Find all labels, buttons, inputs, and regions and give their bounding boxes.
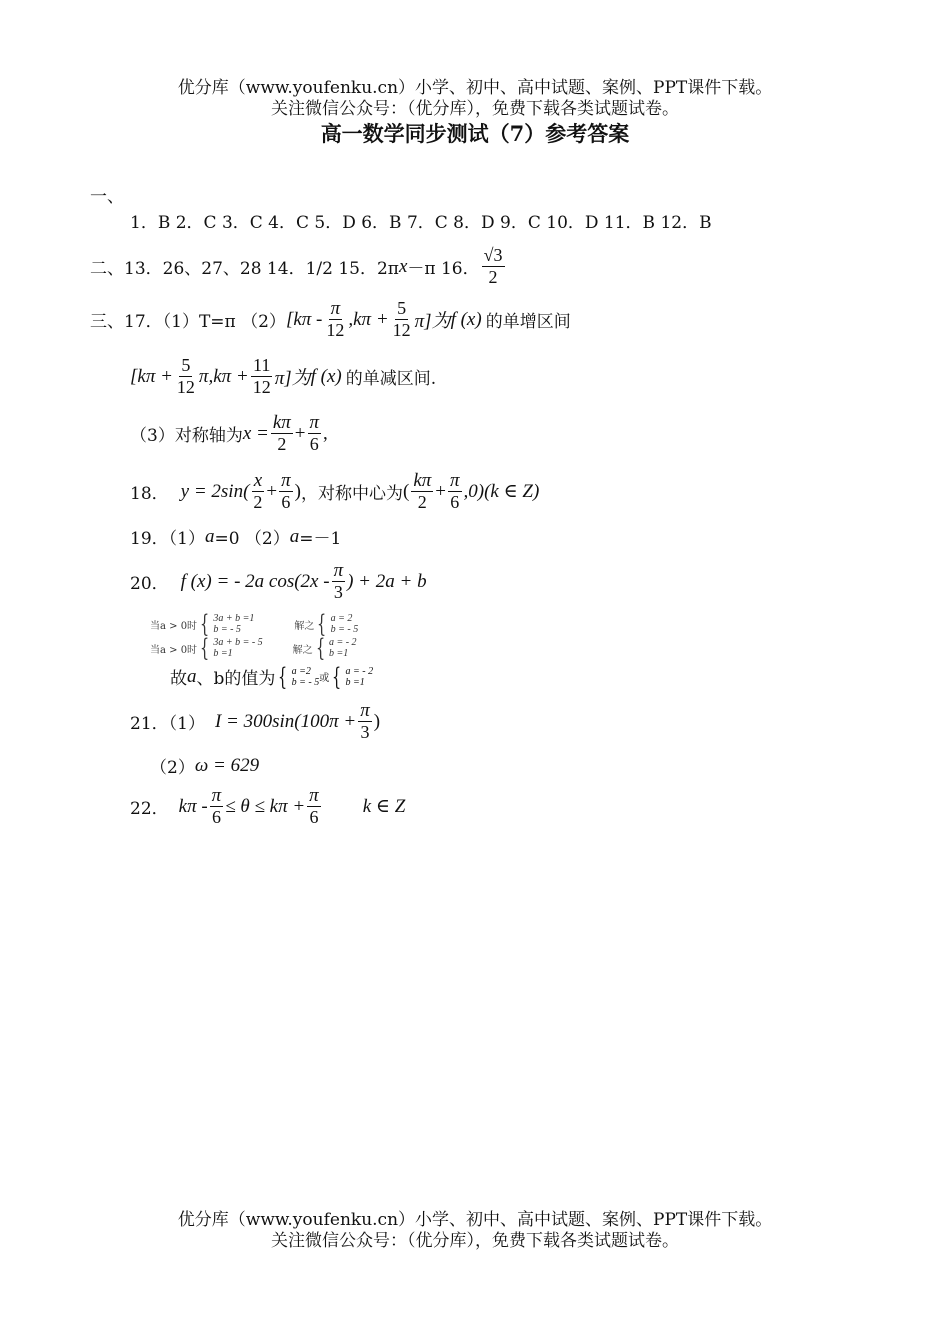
q19-line bbox=[130, 524, 341, 549]
q16-numerator: √3 bbox=[483, 245, 503, 265]
q20-answer-1-b: b = - 5 bbox=[291, 676, 320, 688]
brace-icon: { bbox=[332, 662, 342, 691]
q22-frac-2 bbox=[307, 785, 321, 828]
q17-frac-num: 11 bbox=[253, 355, 271, 375]
q17-axis-plus: + bbox=[294, 422, 306, 444]
q16-fraction bbox=[482, 245, 505, 288]
q18-center-text: ，对称中心为 bbox=[300, 484, 403, 504]
q22-start: kπ - bbox=[178, 795, 208, 817]
q20-label: 20． bbox=[130, 574, 169, 594]
q17-line-1 bbox=[90, 298, 571, 341]
q17-axis-x: x = bbox=[242, 422, 269, 444]
q22-frac-den: 6 bbox=[309, 807, 319, 827]
q19-a1: a bbox=[204, 525, 215, 547]
q21-omega: ω = 629 bbox=[194, 754, 260, 776]
brace-icon: { bbox=[200, 610, 210, 638]
q18-open: ( bbox=[402, 480, 410, 502]
section-1-label: 一、 bbox=[90, 187, 124, 207]
section-2-text: 二、13．26、27、28 14．1/2 15．2π bbox=[90, 259, 399, 279]
q17-dec-text: 的单减区间. bbox=[345, 369, 437, 389]
q18-line bbox=[130, 470, 539, 513]
brace-icon: { bbox=[278, 662, 288, 691]
q19-v1: =0 （2） bbox=[214, 529, 290, 549]
q18-expr-start: y = 2sin( bbox=[180, 480, 250, 502]
q21-close: ) bbox=[373, 710, 381, 732]
q17-fx: f (x) bbox=[450, 308, 482, 330]
q17-line-2 bbox=[130, 355, 436, 398]
q21-expr-start: I = 300sin(100π + bbox=[214, 710, 357, 732]
q17-axis-line bbox=[130, 412, 328, 455]
q18-frac-x-2 bbox=[251, 470, 264, 513]
q18-frac-num: π bbox=[449, 470, 460, 491]
brace-icon: { bbox=[317, 610, 327, 638]
q18-frac-den: 2 bbox=[253, 492, 263, 512]
q17-fx-2: f (x) bbox=[310, 365, 342, 387]
q17-label: 三、17．（1）T=π （2） bbox=[90, 312, 286, 332]
q22-tail: k ∈ Z bbox=[362, 796, 406, 817]
q20-case1-system bbox=[197, 612, 254, 636]
page-footer bbox=[0, 1210, 950, 1252]
q20-frac-pi-3 bbox=[332, 560, 346, 603]
q17-dec-open: [kπ + bbox=[130, 365, 173, 387]
q17-dec-mid: π,kπ + bbox=[198, 365, 249, 387]
q22-frac-den: 6 bbox=[211, 807, 221, 827]
q18-tail: ,0)(k ∈ Z) bbox=[463, 481, 540, 502]
q18-frac-num: kπ bbox=[413, 470, 432, 491]
q18-label: 18． bbox=[130, 484, 169, 504]
q20-answer-1-a: a =2 bbox=[291, 665, 311, 677]
q20-case1-sol2: b = - 5 bbox=[330, 624, 359, 635]
q17-frac-num: kπ bbox=[272, 412, 291, 433]
q20-expr-end: ) + 2a + b bbox=[347, 570, 427, 592]
q19-a2: a bbox=[289, 525, 300, 547]
q17-frac-5-12 bbox=[391, 298, 413, 341]
q17-frac-num: π bbox=[309, 412, 320, 433]
q20-answer-2-a: a = - 2 bbox=[345, 665, 374, 677]
q17-frac-den: 2 bbox=[277, 434, 287, 454]
page-title: 高一数学同步测试（7）参考答案 bbox=[320, 121, 630, 146]
q20-case2-eq2: b =1 bbox=[213, 648, 233, 659]
q22-mid: ≤ θ ≤ kπ + bbox=[225, 795, 306, 817]
section-2-rest: －π 16． bbox=[407, 259, 480, 279]
q20-case1-eq1: 3a + b =1 bbox=[213, 613, 255, 624]
q17-axis-label: （3）对称轴为 bbox=[130, 426, 243, 446]
q20-line bbox=[130, 560, 427, 603]
q17-frac-den: 12 bbox=[326, 320, 345, 340]
q21-label: 21．（1） bbox=[130, 714, 205, 734]
q20-answer-2 bbox=[329, 662, 374, 691]
q17-dec-close: π]为 bbox=[274, 368, 311, 389]
q21-part-2 bbox=[150, 753, 259, 778]
header-line-2: 关注微信公众号：（优分库），免费下载各类试题试卷。 bbox=[271, 99, 679, 119]
q20-case1-solution bbox=[314, 612, 358, 636]
section-1-answers: 1．B 2．C 3．C 4．C 5．D 6．B 7．C 8．D 9．C 10．D 11．B 12．B bbox=[130, 213, 712, 233]
q16-denominator: 2 bbox=[488, 267, 498, 287]
q20-case1-eq2: b = - 5 bbox=[213, 624, 241, 635]
brace-icon: { bbox=[200, 634, 210, 662]
q22-line bbox=[130, 785, 405, 828]
q20-case-1 bbox=[150, 612, 358, 636]
q21-frac-num: π bbox=[360, 700, 370, 721]
header-line-1: 优分库（www.youfenku.cn）小学、初中、高中试题、案例、PPT课件下载。 bbox=[177, 78, 773, 98]
q17-frac-den: 12 bbox=[252, 377, 271, 397]
q18-frac-den: 2 bbox=[417, 492, 427, 512]
q17-frac-num: 5 bbox=[181, 355, 191, 375]
q20-conclusion-a: a bbox=[187, 665, 197, 687]
q20-expr-start: f (x) = - 2a cos(2x - bbox=[180, 570, 330, 592]
q20-case-2 bbox=[150, 636, 357, 660]
q20-conclusion-pre: 故 bbox=[170, 669, 187, 689]
section-2-line bbox=[90, 245, 507, 288]
q20-case2-system bbox=[197, 636, 263, 660]
q18-frac-kpi-2 bbox=[411, 470, 433, 513]
q20-or: 或 bbox=[319, 673, 330, 684]
q18-frac-pi-6 bbox=[279, 470, 293, 513]
q18-frac-den: 6 bbox=[281, 492, 291, 512]
q19-label: 19．（1） bbox=[130, 529, 205, 549]
q19-v2: =－1 bbox=[299, 529, 342, 549]
q21-part2-label: （2） bbox=[150, 758, 195, 778]
q20-case2-sol1: a = - 2 bbox=[328, 637, 357, 648]
q22-frac-num: π bbox=[309, 785, 319, 806]
q17-inc-text: 的单增区间 bbox=[485, 312, 571, 332]
q20-case2-cond: 当a > 0时 bbox=[150, 644, 198, 656]
q20-case2-eq1: 3a + b = - 5 bbox=[213, 637, 263, 648]
q17-inc-close: π]为 bbox=[414, 311, 451, 332]
q21-line bbox=[130, 700, 380, 743]
q20-answer-2-b: b =1 bbox=[345, 676, 365, 688]
q17-frac-num: π bbox=[330, 298, 341, 319]
q17-frac-pi-12 bbox=[324, 298, 346, 341]
q18-frac-pi-6b bbox=[448, 470, 462, 513]
q21-frac-pi-3 bbox=[358, 700, 372, 743]
q20-frac-num: π bbox=[333, 560, 344, 581]
q18-plus: + bbox=[266, 480, 278, 502]
q17-frac-den: 6 bbox=[309, 434, 319, 454]
q22-frac-1 bbox=[210, 785, 224, 828]
q17-frac-den: 12 bbox=[176, 377, 195, 397]
q18-frac-num: π bbox=[281, 470, 291, 491]
q20-case2-sol: 解之 bbox=[292, 644, 313, 656]
q18-close: ) bbox=[294, 480, 301, 502]
q20-case2-solution bbox=[313, 636, 357, 660]
q17-frac-num: 5 bbox=[397, 298, 407, 318]
q20-case1-sol1: a = 2 bbox=[330, 613, 353, 624]
q20-frac-den: 3 bbox=[333, 582, 343, 602]
section-2-x: x bbox=[398, 255, 408, 277]
q20-conclusion bbox=[170, 664, 373, 689]
q17-inc-mid: ,kπ + bbox=[348, 308, 389, 330]
q20-case2-sol2: b =1 bbox=[328, 648, 349, 659]
q18-plus-2: + bbox=[435, 480, 446, 502]
q22-frac-num: π bbox=[211, 785, 222, 806]
q17-axis-frac-1 bbox=[271, 412, 293, 455]
q18-frac-den: 6 bbox=[450, 492, 460, 512]
q21-frac-den: 3 bbox=[360, 722, 370, 742]
q17-frac-5-12b bbox=[175, 355, 197, 398]
q17-axis-frac-2 bbox=[308, 412, 322, 455]
footer-line-1: 优分库（www.youfenku.cn）小学、初中、高中试题、案例、PPT课件下载。 bbox=[177, 1210, 773, 1230]
q20-case1-cond: 当a > 0时 bbox=[150, 620, 198, 632]
page-header bbox=[0, 78, 950, 120]
q20-answer-1 bbox=[275, 662, 320, 691]
q20-conclusion-mid: 、b的值为 bbox=[196, 669, 276, 689]
q18-frac-num: x bbox=[253, 470, 263, 491]
q17-inc-open: [kπ - bbox=[285, 308, 323, 330]
q17-frac-den: 12 bbox=[392, 320, 411, 340]
brace-icon: { bbox=[315, 634, 325, 662]
q20-case1-sol: 解之 bbox=[294, 620, 315, 632]
q22-label: 22． bbox=[130, 799, 169, 819]
q17-frac-11-12 bbox=[251, 355, 273, 398]
footer-line-2: 关注微信公众号：（优分库），免费下载各类试题试卷。 bbox=[271, 1231, 679, 1251]
q17-axis-end: , bbox=[323, 422, 328, 444]
